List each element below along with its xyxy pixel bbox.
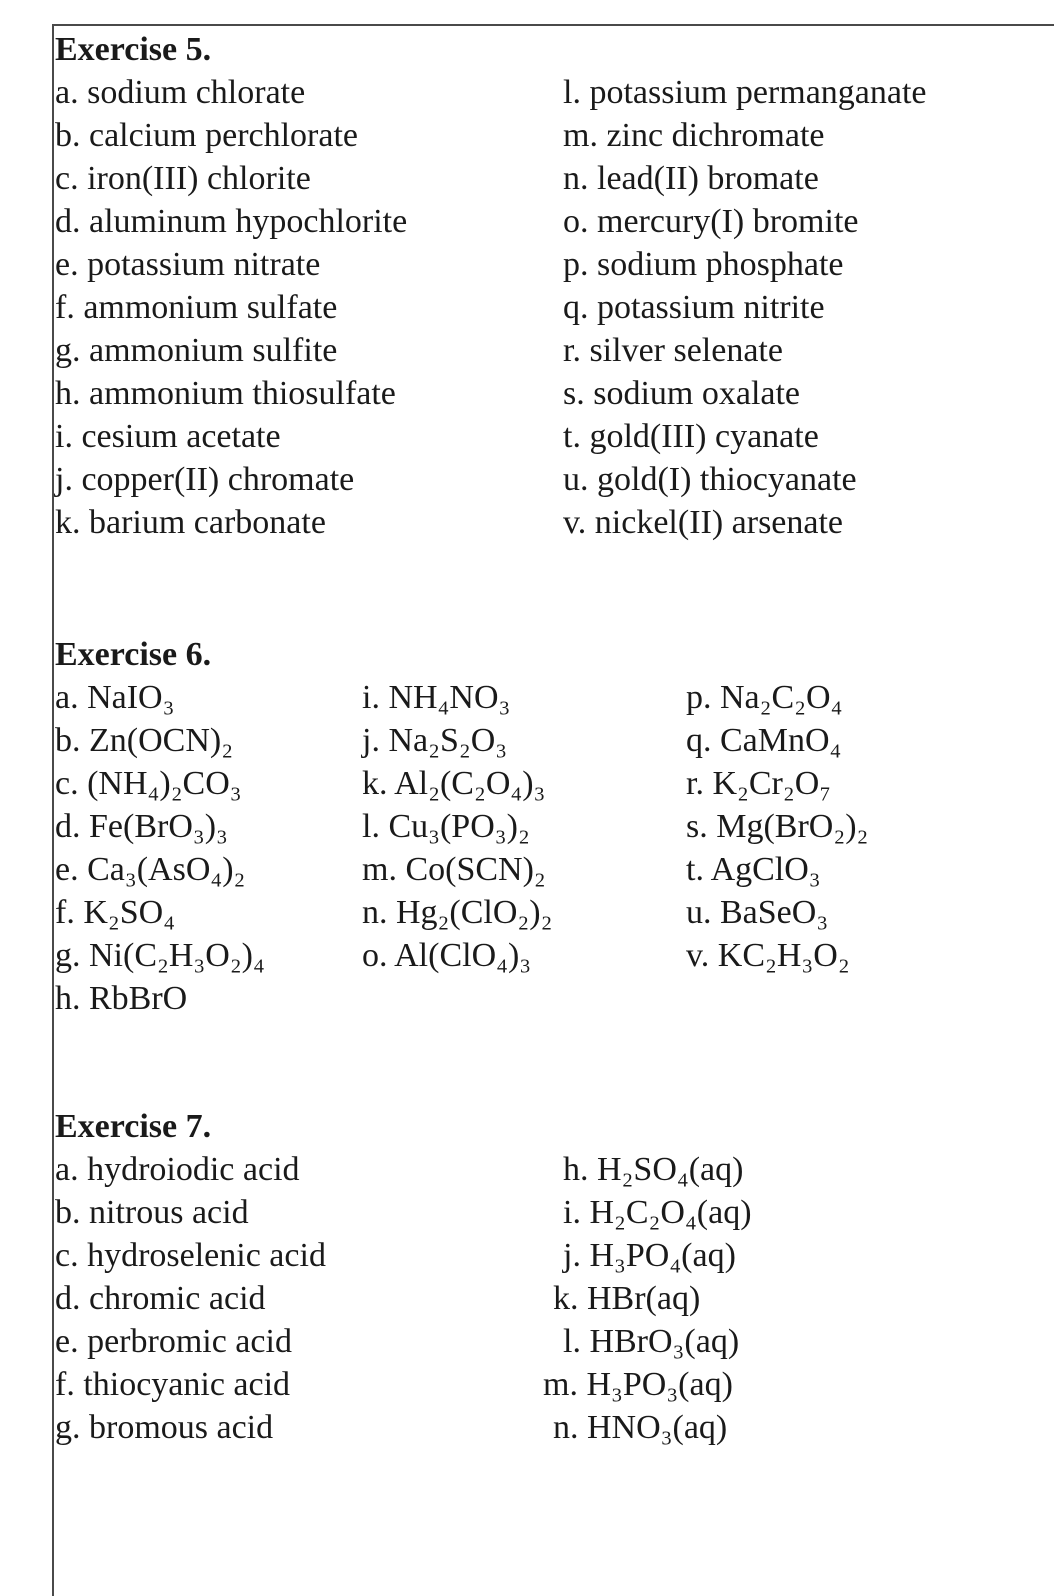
list-item: b. calcium perchlorate [55,117,359,154]
list-item: j. copper(II) chromate [55,461,355,498]
list-item: h. H₂SO₄(aq) [563,1151,744,1188]
list-item: g. ammonium sulfite [55,332,338,369]
list-item: a. hydroiodic acid [55,1151,300,1188]
list-item: p. sodium phosphate [563,246,844,283]
list-item: l. potassium permanganate [563,74,927,111]
list-item: t. AgClO₃ [686,851,821,888]
list-item: a. sodium chlorate [55,74,306,111]
list-item: q. CaMnO₄ [686,722,842,759]
list-item: r. K₂Cr₂O₇ [686,765,832,802]
list-item: o. Al(ClO₄)₃ [362,937,532,974]
list-item: m. H₃PO₃(aq) [543,1366,733,1403]
list-item: n. HNO₃(aq) [553,1409,728,1446]
list-item: n. Hg₂(ClO₂)₂ [362,894,553,931]
list-item: c. hydroselenic acid [55,1237,326,1274]
list-item: d. Fe(BrO₃)₃ [55,808,228,845]
list-item: u. gold(I) thiocyanate [563,461,857,498]
list-item: l. HBrO₃(aq) [563,1323,740,1360]
list-item: j. Na₂S₂O₃ [362,722,508,759]
list-item: e. perbromic acid [55,1323,292,1360]
list-item: e. Ca₃(AsO₄)₂ [55,851,246,888]
list-item: k. Al₂(C₂O₄)₃ [362,765,546,802]
list-item: f. ammonium sulfate [55,289,338,326]
list-item: s. Mg(BrO₂)₂ [686,808,869,845]
list-item: k. HBr(aq) [553,1280,701,1317]
list-item: v. KC₂H₃O₂ [686,937,850,974]
list-item: p. Na₂C₂O₄ [686,679,843,716]
exercise-6-column-3 [686,676,868,977]
list-item: b. nitrous acid [55,1194,249,1231]
list-item: d. aluminum hypochlorite [55,203,408,240]
list-item: u. BaSeO₃ [686,894,829,931]
exercise-7-title: Exercise 7. [55,1108,212,1145]
list-item: j. H₃PO₄(aq) [563,1237,736,1274]
list-item: c. iron(III) chlorite [55,160,311,197]
list-item: b. Zn(OCN)₂ [55,722,234,759]
exercise-7-right-column [543,1148,763,1449]
list-item: v. nickel(II) arsenate [563,504,844,541]
list-item: t. gold(III) cyanate [563,418,819,455]
list-item: i. NH₄NO₃ [362,679,511,716]
list-item: i. H₂C₂O₄(aq) [563,1194,752,1231]
list-item: r. silver selenate [563,332,783,369]
exercise-5-title: Exercise 5. [55,31,212,68]
list-item: s. sodium oxalate [563,375,801,412]
list-item: f. K₂SO₄ [55,894,176,931]
list-item: h. RbBrO [55,980,188,1017]
exercise-5-right-column [563,71,927,544]
list-item: m. Co(SCN)₂ [362,851,546,888]
list-item: n. lead(II) bromate [563,160,819,197]
list-item: q. potassium nitrite [563,289,825,326]
exercise-6-column-1 [55,676,265,1020]
list-item: e. potassium nitrate [55,246,321,283]
list-item: f. thiocyanic acid [55,1366,291,1403]
list-item: a. NaIO₃ [55,679,175,716]
list-item: g. Ni(C₂H₃O₂)₄ [55,937,265,974]
list-item: l. Cu₃(PO₃)₂ [362,808,530,845]
exercise-6-column-2 [362,676,552,977]
list-item: o. mercury(I) bromite [563,203,859,240]
list-item: d. chromic acid [55,1280,266,1317]
list-item: k. barium carbonate [55,504,326,541]
exercise-6-title: Exercise 6. [55,636,212,673]
list-item: c. (NH₄)₂CO₃ [55,765,242,802]
list-item: m. zinc dichromate [563,117,825,154]
list-item: g. bromous acid [55,1409,274,1446]
exercise-5-left-column [55,71,407,544]
exercise-7-left-column [55,1148,326,1449]
list-item: h. ammonium thiosulfate [55,375,396,412]
list-item: i. cesium acetate [55,418,281,455]
